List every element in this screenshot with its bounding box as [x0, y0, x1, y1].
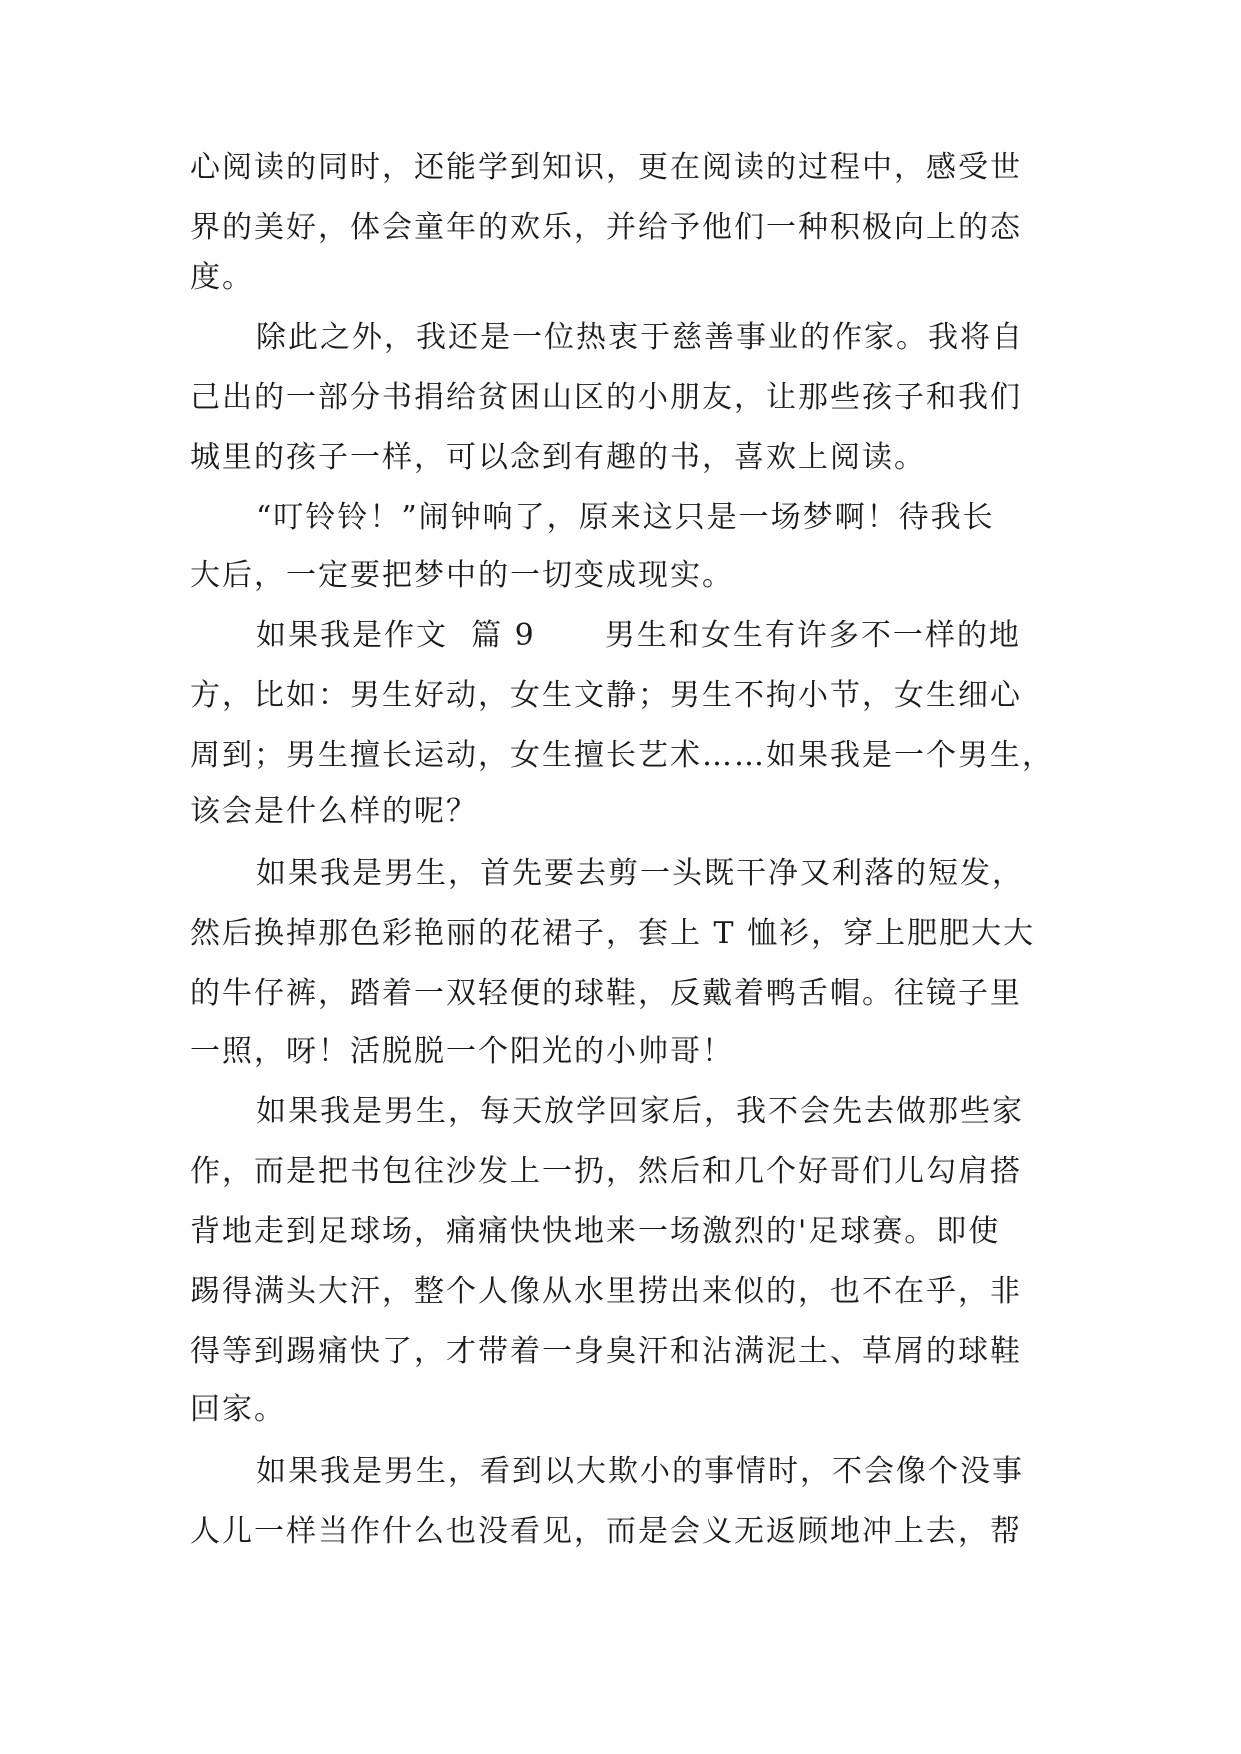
text-line: 得等到踢痛快了，才带着一身臭汗和沾满泥土、草屑的球鞋 [190, 1334, 1022, 1369]
paragraph-first-line: 如果我是男生，每天放学回家后，我不会先去做那些家 [256, 1094, 1024, 1129]
text-line: 周到；男生擅长运动，女生擅长艺术……如果我是一个男生， [190, 738, 1054, 773]
paragraph-first-line: “叮铃铃！”闹钟响了，原来这只是一场梦啊！待我长 [256, 500, 995, 535]
text-line: 心阅读的同时，还能学到知识，更在阅读的过程中，感受世 [190, 150, 1022, 185]
paragraph-first-line: 如果我是男生，首先要去剪一头既干净又利落的短发， [256, 856, 1024, 891]
paragraph-first-line: 如果我是男生，看到以大欺小的事情时，不会像个没事 [256, 1454, 1024, 1489]
text-line: 然后换掉那色彩艳丽的花裙子，套上 T 恤衫，穿上肥肥大大 [190, 916, 1036, 951]
text-line: 背地走到足球场，痛痛快快地来一场激烈的'足球赛。即使 [190, 1214, 1001, 1249]
text-line: 作，而是把书包往沙发上一扔，然后和几个好哥们儿勾肩搭 [190, 1154, 1022, 1189]
text-line: 的牛仔裤，踏着一双轻便的球鞋，反戴着鸭舌帽。往镜子里 [190, 976, 1022, 1011]
text-line: 方，比如：男生好动，女生文静；男生不拘小节，女生细心 [190, 678, 1022, 713]
paragraph-first-line: 除此之外，我还是一位热衷于慈善事业的作家。我将自 [256, 320, 1024, 355]
section-heading-line: 如果我是作文 篇 9 男生和女生有许多不一样的地 [256, 618, 1021, 653]
text-line: 踢得满头大汗，整个人像从水里捞出来似的，也不在乎，非 [190, 1274, 1022, 1309]
text-line: 该会是什么样的呢？ [190, 794, 478, 829]
text-line: 己出的一部分书捐给贫困山区的小朋友，让那些孩子和我们 [190, 380, 1022, 415]
text-line: 界的美好，体会童年的欢乐，并给予他们一种积极向上的态 [190, 210, 1022, 245]
text-line: 城里的孩子一样，可以念到有趣的书，喜欢上阅读。 [190, 440, 926, 475]
text-line: 度。 [190, 260, 254, 295]
text-line: 大后，一定要把梦中的一切变成现实。 [190, 558, 734, 593]
text-line: 回家。 [190, 1392, 286, 1427]
text-line: 一照，呀！活脱脱一个阳光的小帅哥！ [190, 1034, 734, 1069]
text-line: 人儿一样当作什么也没看见，而是会义无返顾地冲上去，帮 [190, 1514, 1022, 1549]
